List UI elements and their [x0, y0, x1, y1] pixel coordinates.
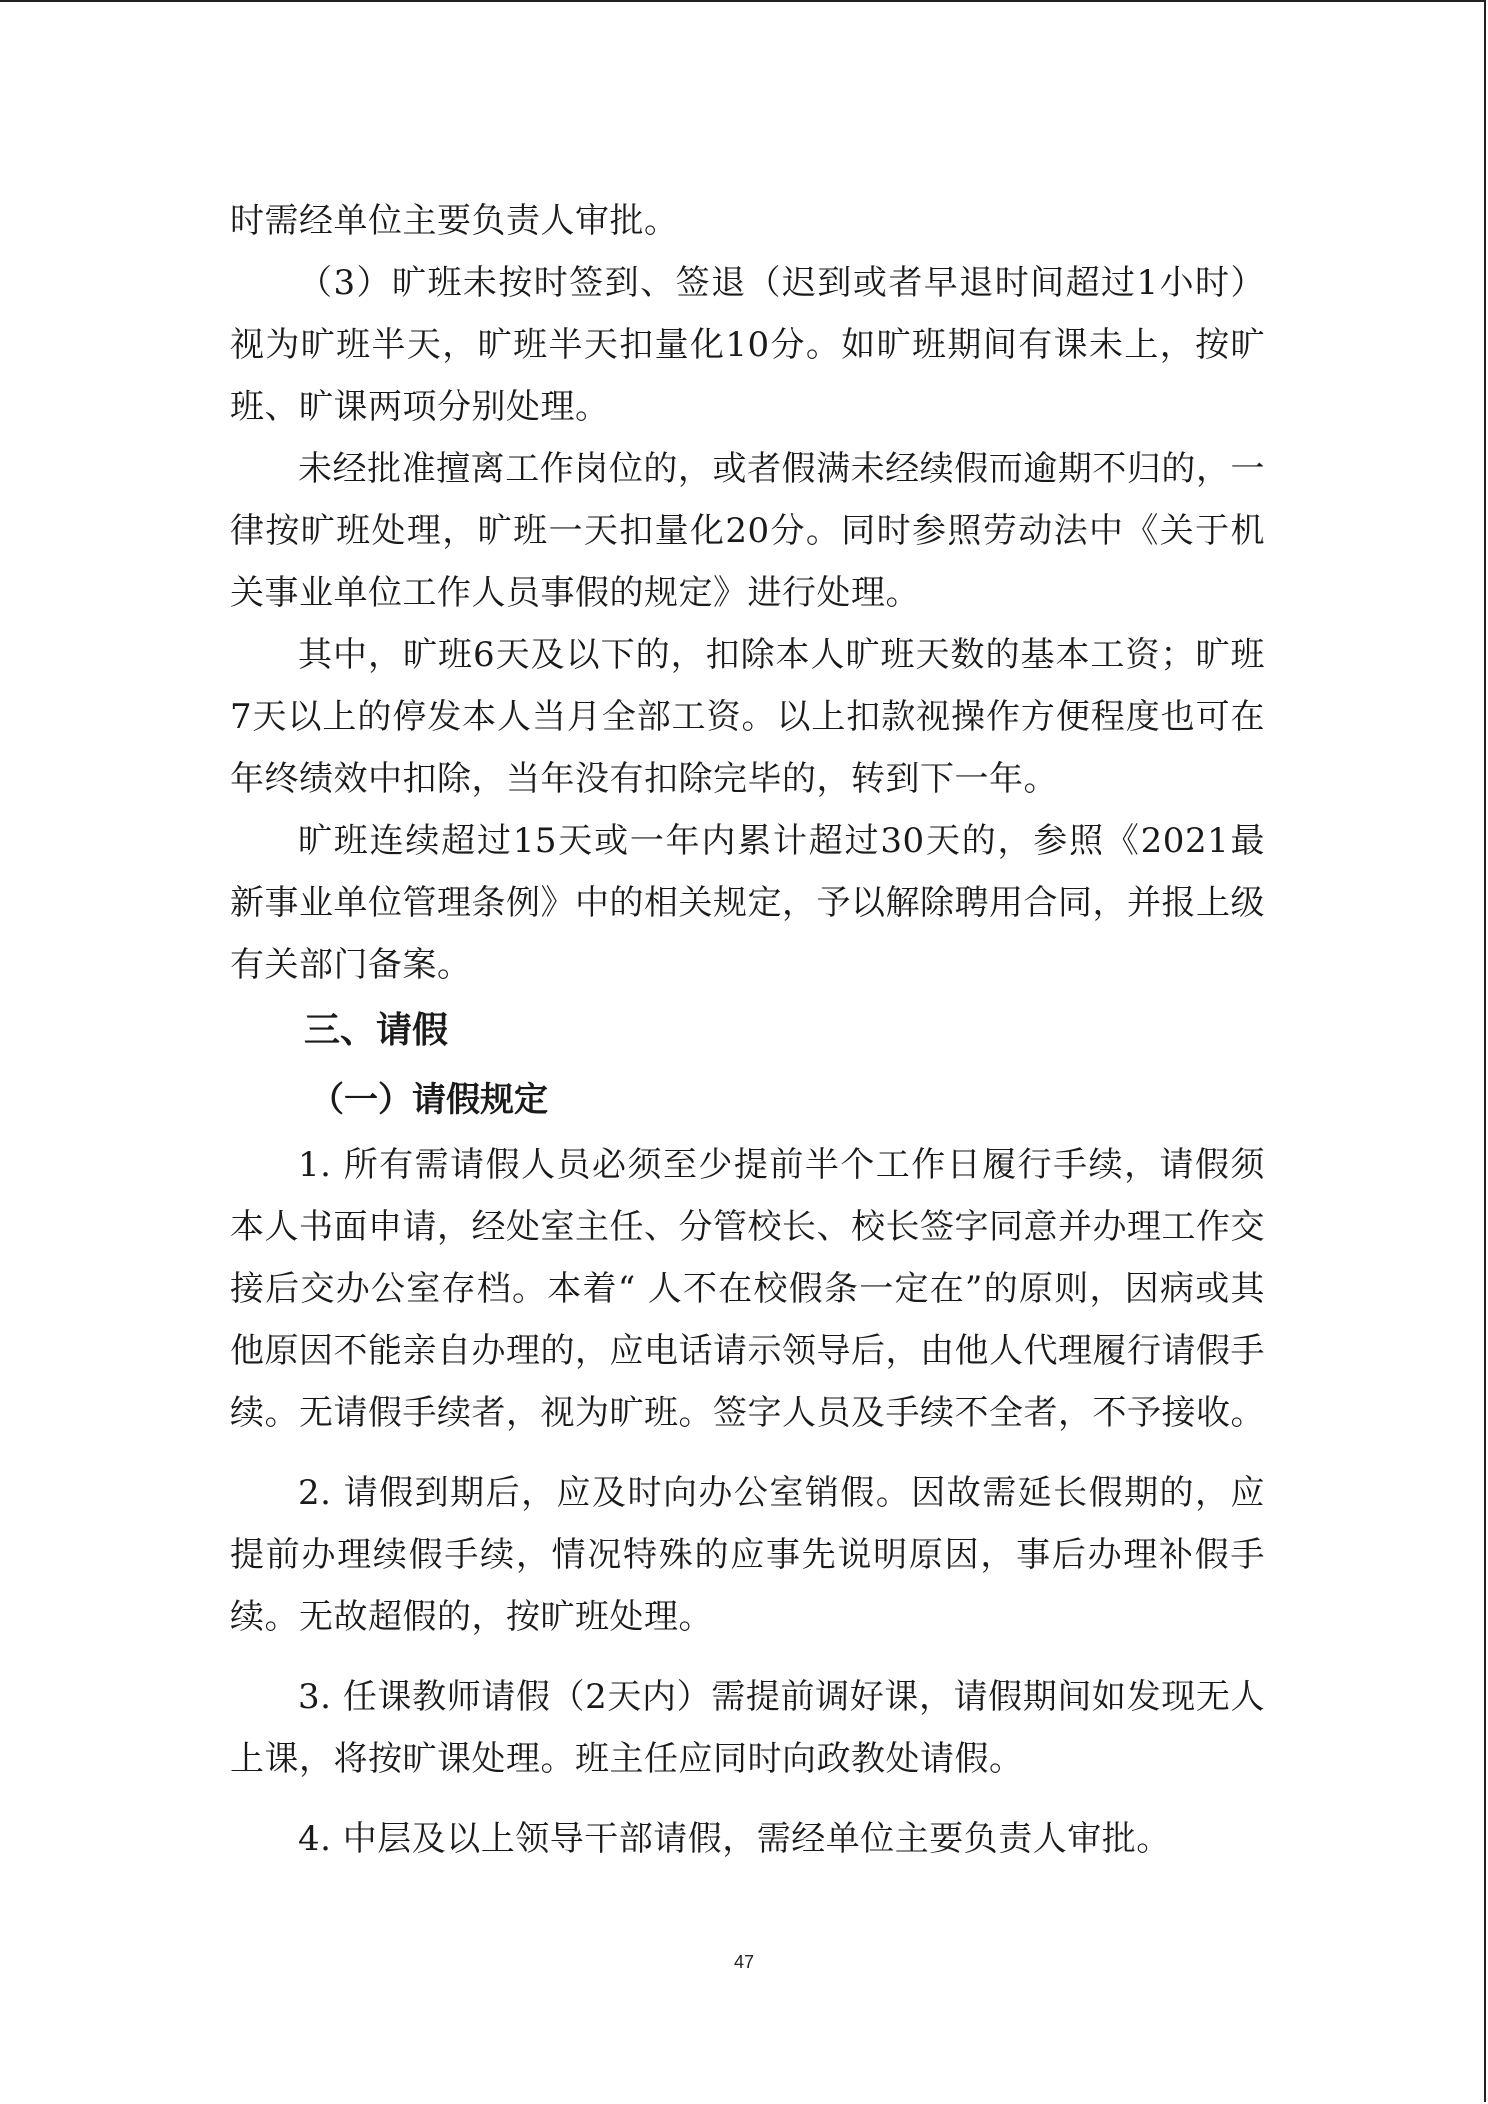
- section-heading-leave: 三、请假: [304, 1010, 449, 1051]
- rule-item-3: 3. 任课教师请假（2天内）需提前调好课，请假期间如发现无人上课，将按旷课处理。班主任应同时向政教处请假。: [230, 1677, 1265, 1779]
- page-number: 47: [733, 1952, 755, 1972]
- document-body: [230, 190, 1265, 1870]
- paragraph-salary-deduction: 其中，旷班6天及以下的，扣除本人旷班天数的基本工资；旷班7天以上的停发本人当月全部工资。以上扣款视操作方便程度也可在年终绩效中扣除，当年没有扣除完毕的，转到下一年。: [230, 635, 1265, 799]
- subsection-heading-leave-rules: （一）请假规定: [310, 1080, 548, 1120]
- paragraph-unauthorized-leave: 未经批准擅离工作岗位的，或者假满未经续假而逾期不归的，一律按旷班处理，旷班一天扣量化20分。同时参照劳动法中《关于机关事业单位工作人员事假的规定》进行处理。: [230, 449, 1265, 613]
- rule-item-2: 2. 请假到期后，应及时向办公室销假。因故需延长假期的，应提前办理续假手续，情况特殊的应事先说明原因，事后办理补假手续。无故超假的，按旷班处理。: [230, 1473, 1265, 1637]
- rule-item-1: 1. 所有需请假人员必须至少提前半个工作日履行手续，请假须本人书面申请，经处室主任、分管校长、校长签字同意并办理工作交接后交办公室存档。本着“ 人不在校假条一定在”的原则，因病或其他原因不能亲自办理的，应电话请示领导后，由他人代理履行请假手续。无请假手续者，视为旷班。签字人员及手续不全者，不予接收。: [230, 1145, 1265, 1433]
- rule-item-4: 4. 中层及以上领导干部请假，需经单位主要负责人审批。: [298, 1819, 1171, 1859]
- paragraph-contract-termination: 旷班连续超过15天或一年内累计超过30天的，参照《2021最新事业单位管理条例》中的相关规定，予以解除聘用合同，并报上级有关部门备案。: [230, 821, 1265, 985]
- paragraph-absence-late: （3）旷班未按时签到、签退（迟到或者早退时间超过1小时）视为旷班半天，旷班半天扣量化10分。如旷班期间有课未上，按旷班、旷课两项分别处理。: [230, 263, 1265, 427]
- paragraph-continuation: 时需经单位主要负责人审批。: [230, 201, 679, 241]
